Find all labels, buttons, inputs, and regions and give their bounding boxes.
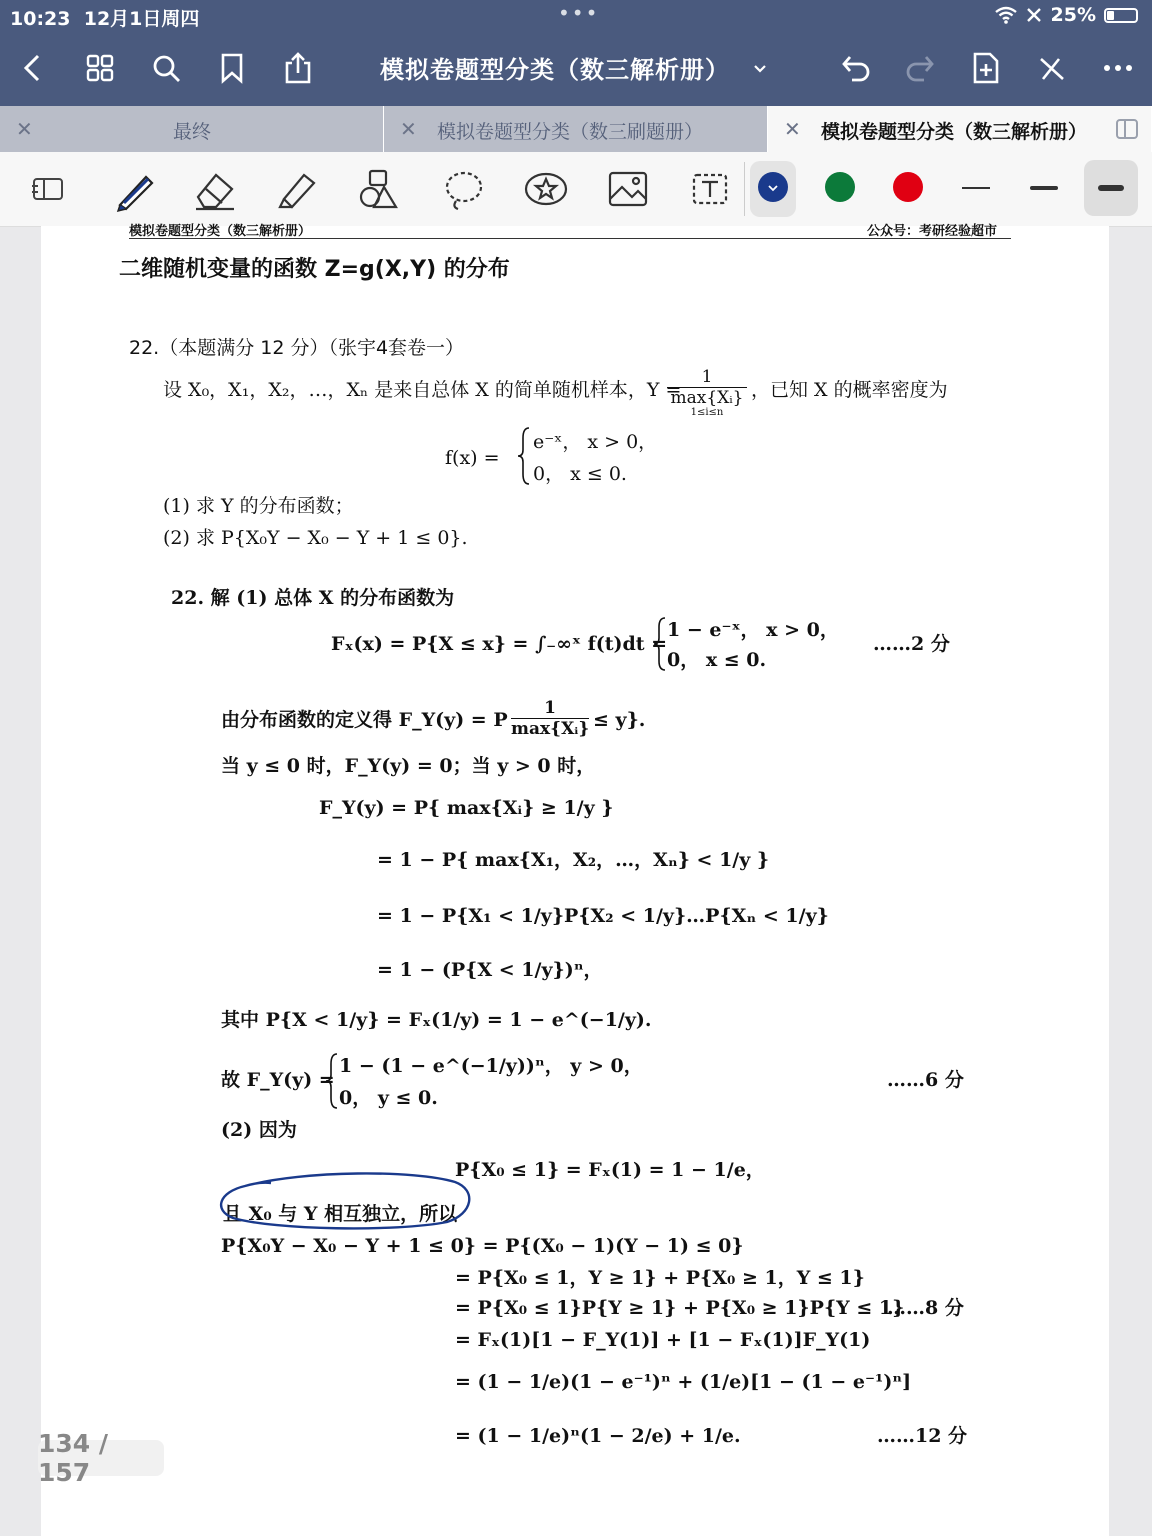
title-chevron-down-icon[interactable]	[740, 48, 780, 88]
fx-equation: Fₓ(x) = P{X ≤ x} = ∫₋∞ˣ f(t)dt =	[331, 633, 668, 655]
so-case-1: 1 − (1 − e^(−1/y))ⁿ， y > 0，	[339, 1055, 643, 1077]
document-title[interactable]: 模拟卷题型分类（数三解析册）	[380, 56, 730, 84]
density-brace-icon	[517, 426, 531, 486]
density-case-1: e⁻ˣ， x > 0，	[533, 431, 658, 453]
problem-number: 22.（本题满分 12 分）（张宇4套卷一）	[129, 337, 465, 359]
add-page-icon[interactable]	[966, 48, 1006, 88]
score-12: ……12 分	[877, 1425, 968, 1447]
problem-statement-b: ，已知 X 的概率密度为	[751, 379, 948, 401]
section-title: 二维随机变量的函数 Z=g(X,Y) 的分布	[119, 257, 510, 282]
share-icon[interactable]	[278, 48, 318, 88]
calc-line-4: = Fₓ(1)[1 − F_Y(1)] + [1 − Fₓ(1)]F_Y(1)	[455, 1329, 871, 1351]
independence-line: 且 X₀ 与 Y 相互独立，所以	[223, 1203, 458, 1225]
navigation-bar	[0, 30, 1152, 106]
fx-brace-icon	[653, 616, 667, 672]
score-8: ……8 分	[887, 1297, 964, 1319]
document-tabs	[0, 106, 1152, 152]
calc-line-6: = (1 − 1/e)ⁿ(1 − 2/e) + 1/e.	[455, 1425, 741, 1447]
when-line: 当 y ≤ 0 时，F_Y(y) = 0；当 y > 0 时，	[221, 755, 596, 777]
p-x0-line: P{X₀ ≤ 1} = Fₓ(1) = 1 − 1/e，	[455, 1159, 765, 1181]
image-icon[interactable]	[602, 164, 654, 214]
stroke-thick-option[interactable]	[1098, 185, 1124, 191]
tab-final[interactable]: ✕ 最终	[0, 106, 384, 152]
score-2: ……2 分	[873, 633, 950, 655]
shapes-icon[interactable]	[354, 164, 406, 214]
derivation-step-1: F_Y(y) = P{ max{Xᵢ} ≥ 1/y }	[319, 797, 614, 819]
definition-fraction: 1 max{Xᵢ}	[511, 698, 590, 739]
problem-statement-a: 设 X₀，X₁，X₂，…，Xₙ 是来自总体 X 的简单随机样本，Y =	[163, 379, 682, 401]
page-indicator[interactable]: 134 / 157	[38, 1440, 164, 1476]
text-tool-icon[interactable]	[684, 164, 736, 214]
back-icon[interactable]	[12, 48, 52, 88]
status-bar	[0, 0, 1152, 30]
tab-solution-book[interactable]: ✕ 模拟卷题型分类（数三解析册）	[768, 106, 1152, 152]
battery-percent: 25%	[1050, 4, 1096, 26]
part-2-head: (2) 因为	[221, 1119, 297, 1141]
so-case-2: 0， y ≤ 0.	[339, 1087, 438, 1109]
calc-line-5: = (1 − 1/e)(1 − e⁻¹)ⁿ + (1/e)[1 − (1 − e⁻¹)ⁿ]	[455, 1371, 912, 1393]
status-time: 10:23 12月1日周四	[10, 8, 200, 30]
close-tab-icon[interactable]: ✕	[16, 117, 33, 141]
redo-icon[interactable]	[900, 48, 940, 88]
so-brace-icon	[325, 1052, 339, 1110]
derivation-step-2: = 1 − P{ max{X₁，X₂，…，Xₙ} < 1/y }	[377, 849, 770, 871]
battery-icon	[1104, 8, 1138, 23]
pdf-page[interactable]	[41, 226, 1109, 1536]
close-tab-icon[interactable]: ✕	[784, 117, 801, 141]
eraser-icon[interactable]	[188, 164, 240, 214]
thumbnails-grid-icon[interactable]	[80, 48, 120, 88]
lasso-icon[interactable]	[438, 164, 490, 214]
annotation-toolbar	[0, 152, 1152, 227]
derivation-step-3: = 1 − P{X₁ < 1/y}P{X₂ < 1/y}…P{Xₙ < 1/y}	[377, 905, 829, 927]
question-2: (2) 求 P{X₀Y − X₀ − Y + 1 ≤ 0}.	[163, 527, 468, 549]
score-6: ……6 分	[887, 1069, 964, 1091]
definition-line: 由分布函数的定义得 F_Y(y) = P	[221, 709, 508, 731]
wifi-icon	[995, 6, 1017, 24]
solution-head: 22. 解 (1) 总体 X 的分布函数为	[171, 587, 455, 609]
derivation-step-4: = 1 − (P{X < 1/y})ⁿ，	[377, 959, 603, 981]
search-icon[interactable]	[146, 48, 186, 88]
tab-practice-book[interactable]: ✕ 模拟卷题型分类（数三刷题册）	[384, 106, 768, 152]
calc-line-2: = P{X₀ ≤ 1，Y ≥ 1} + P{X₀ ≥ 1，Y ≤ 1}	[455, 1267, 865, 1289]
question-1: (1) 求 Y 的分布函数；	[163, 495, 354, 517]
bookmark-icon[interactable]	[212, 48, 252, 88]
density-lhs: f(x) =	[445, 447, 500, 469]
stroke-thin-option[interactable]	[962, 187, 990, 189]
more-icon[interactable]	[1098, 48, 1138, 88]
undo-icon[interactable]	[836, 48, 876, 88]
page-header	[129, 220, 1011, 239]
fx-case-2: 0， x ≤ 0.	[667, 649, 767, 671]
where-line: 其中 P{X < 1/y} = Fₓ(1/y) = 1 − e^(−1/y).	[221, 1009, 652, 1031]
statement-fraction: 1 max{Xᵢ} 1≤i≤n	[667, 367, 747, 418]
pen-off-icon[interactable]	[1032, 48, 1072, 88]
sidebar-toggle-icon[interactable]	[22, 164, 74, 214]
calc-line-1: P{X₀Y − X₀ − Y + 1 ≤ 0} = P{(X₀ − 1)(Y − 1) ≤ 0}	[221, 1235, 744, 1257]
close-tab-icon[interactable]: ✕	[400, 117, 417, 141]
so-lhs: 故 F_Y(y) =	[221, 1069, 335, 1091]
calc-line-3: = P{X₀ ≤ 1}P{Y ≥ 1} + P{X₀ ≥ 1}P{Y ≤ 1}	[455, 1297, 905, 1319]
handwritten-circle-annotation[interactable]	[215, 1170, 477, 1232]
pencil-connected-icon	[1025, 6, 1043, 24]
color-red-swatch[interactable]	[893, 172, 923, 202]
color-green-swatch[interactable]	[825, 172, 855, 202]
fx-case-1: 1 − e⁻ˣ， x > 0，	[667, 619, 839, 641]
split-view-icon[interactable]	[1115, 118, 1139, 140]
density-case-2: 0， x ≤ 0.	[533, 463, 627, 485]
header-left: 模拟卷题型分类（数三解析册）	[129, 224, 312, 239]
stroke-medium-option[interactable]	[1030, 186, 1058, 190]
color-chevron-down-icon	[767, 184, 779, 192]
multitask-dots-icon[interactable]: •••	[558, 1, 600, 25]
sticker-icon[interactable]	[520, 164, 572, 214]
toolbar-divider	[744, 162, 745, 216]
highlighter-icon[interactable]	[270, 164, 322, 214]
pen-icon[interactable]	[108, 164, 160, 214]
definition-tail: ≤ y}.	[593, 709, 646, 731]
header-right: 公众号：考研经验超市	[866, 224, 997, 239]
